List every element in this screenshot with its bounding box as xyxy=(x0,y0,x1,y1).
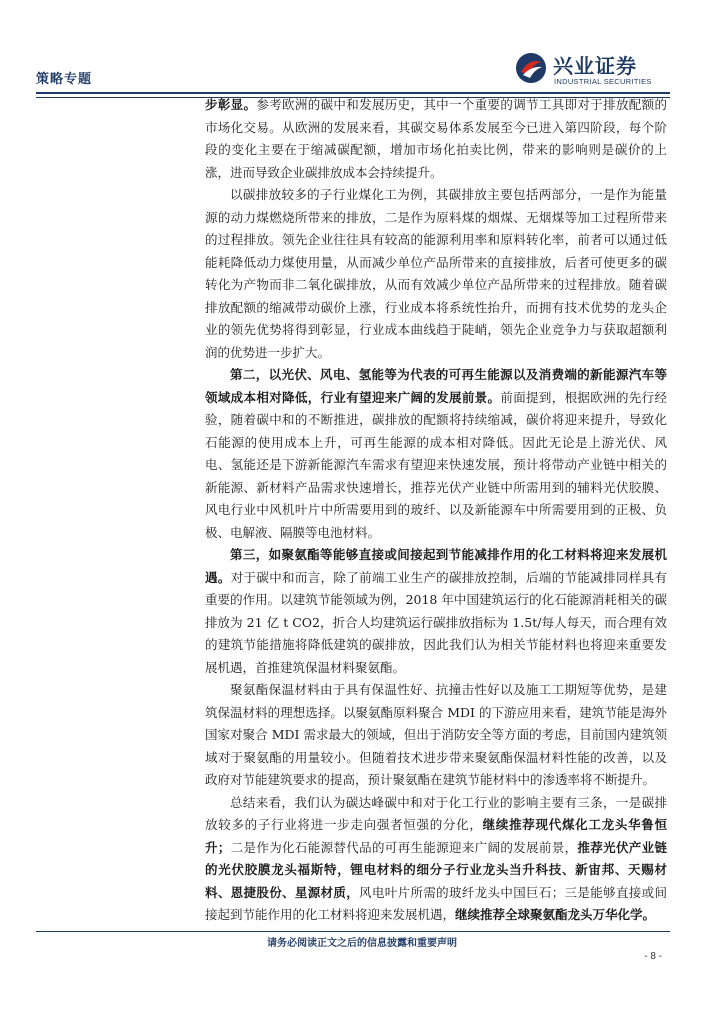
footer-divider xyxy=(36,931,670,932)
text-run: 前面提到，根据欧洲的先行经验，随着碳中和的不断推进，碳排放的配额将持续缩减，碳价将迎来提升，导致化石能源的使用成本上升，可再生能源的成本相对降低。因此无论是上游光伏、风电、氢能还是下游新能源汽车需求有望迎来快速发展，预计将带动产业链中相关的新能源、新材料产品需求快速增长，推荐光伏产业链中所需用到的辅料光伏胶膜、风电行业中风机叶片中所需要用到的玻纤、以及新能源车中所需要用到的正极、负极、电解液、隔膜等电池材料。 xyxy=(205,389,667,540)
bold-text-run: 继续推荐现代煤化工龙头华鲁恒升； xyxy=(205,817,667,855)
body-text xyxy=(205,94,667,927)
text-run: 对于碳中和而言，除了前端工业生产的碳排放控制，后端的节能减排同样具有重要的作用。以建筑节能领域为例，2018 年中国建筑运行的化石能源消耗相关的碳排放为 21 亿 t CO2，折合人均建筑运行碳排放指标为 1.5t/每人每天，而合理有效的建筑节能措施将降低建筑的碳排放，因此我们认为相关节能材料也将迎来重要发展机遇，首推建筑保温材料聚氨酯。 xyxy=(205,569,667,675)
text-run: 参考欧洲的碳中和发展历史，其中一个重要的调节工具即对于排放配额的市场化交易。从欧洲的发展来看，其碳交易体系发展至今已进入第四阶段，每个阶段的变化主要在于缩减碳配额，增加市场化拍卖比例，带来的影响则是碳价的上涨，进而导致企业碳排放成本会持续提升。 xyxy=(205,97,667,180)
text-run: 风电叶片所需的玻纤龙头中国巨石；三是能够直接或间接起到节能作用的化工材料将迎来发展机遇， xyxy=(205,884,667,922)
bold-text-run: 推荐光伏产业链的光伏胶膜龙头福斯特，锂电材料的细分子行业龙头当升科技、新宙邦、天赐材料、恩捷股份、星源材质， xyxy=(205,839,667,900)
company-logo-icon xyxy=(515,52,547,84)
text-run: 聚氨酯保温材料由于具有保温性好、抗撞击性好以及施工工期短等优势，是建筑保温材料的理想选择。以聚氨酯原料聚合 MDI 的下游应用来看，建筑节能是海外国家对聚合 MDI 需求最大的领域，但出于消防安全等方面的考虑，目前国内建筑领域对于聚氨酯的用量较小。但随着技术进步带来聚氨酯保温材料性能的改善，以及政府对节能建筑要求的提高，预计聚氨酯在建筑节能材料中的渗透率将不断提升。 xyxy=(205,682,667,787)
bold-text-run: 第三，如聚氨酯等能够直接或间接起到节能减排作用的化工材料将迎来发展机遇。 xyxy=(205,547,667,585)
paragraph xyxy=(205,94,667,184)
bold-text-run: 第二，以光伏、风电、氢能等为代表的可再生能源以及消费端的新能源汽车等领域成本相对降低，行业有望迎来广阔的发展前景。 xyxy=(205,367,667,405)
disclaimer-note: 请务必阅读正文之后的信息披露和重要声明 xyxy=(267,938,457,949)
section-label: 策略专题 xyxy=(36,72,93,87)
text-run: 以碳排放较多的子行业煤化工为例，其碳排放主要包括两部分，一是作为能量源的动力煤燃烧所带来的排放，二是作为原料煤的烟煤、无烟煤等加工过程所带来的过程排放。领先企业往往具有较高的能源利用率和原料转化率，前者可以通过低能耗降低动力煤使用量，从而减少单位产品所带来的直接排放，后者可使更多的碳转化为产物而非二氧化碳排放，从而有效减少单位产品所带来的过程排放。随着碳排放配额的缩减带动碳价上涨，行业成本将系统性抬升，而拥有技术优势的龙头企业的领先优势将得到彰显，行业成本曲线趋于陡峭，领先企业竞争力与获取超额利润的优势进一步扩大。 xyxy=(205,187,667,360)
bold-text-run: 继续推荐全球聚氨酯龙头万华化学。 xyxy=(455,907,656,922)
paragraph xyxy=(205,544,667,679)
company-logo xyxy=(515,50,665,90)
page-number: - 8 - xyxy=(644,951,662,962)
text-run: 总结来看，我们认为碳达峰碳中和对于化工行业的影响主要有三条，一是碳排放较多的子行业将进一步走向强者恒强的分化， xyxy=(205,794,667,832)
company-logo-name: 兴业证券 xyxy=(553,54,637,78)
paragraph xyxy=(205,364,667,544)
text-run: 二是作为化石能源替代品的可再生能源迎来广阔的发展前景， xyxy=(230,839,578,855)
paragraph xyxy=(205,184,667,364)
paragraph xyxy=(205,792,667,927)
bold-text-run: 步彰显。 xyxy=(205,97,257,112)
paragraph xyxy=(205,679,667,792)
company-logo-name-en: INDUSTRIAL SECURITIES xyxy=(554,77,652,86)
